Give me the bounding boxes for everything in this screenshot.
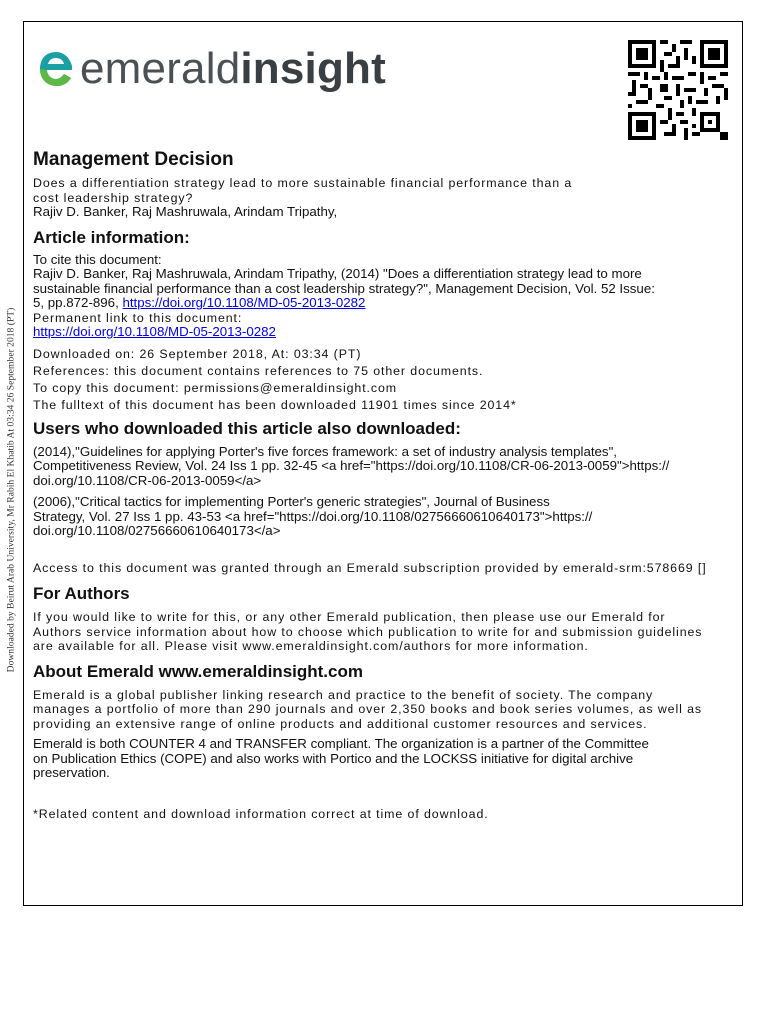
citation-doi-link[interactable]: https://doi.org/10.1108/MD-05-2013-0282 [122,295,366,310]
cite-label: To cite this document: [33,251,162,267]
about-emerald-heading: About Emerald www.emeraldinsight.com [33,661,363,681]
document-body [33,148,739,821]
cover-page [23,21,743,906]
emerald-header [38,40,598,100]
related-item [33,445,739,489]
wordmark-emerald: emerald [80,44,241,93]
downloaded-on: Downloaded on: 26 September 2018, At: 03:34 (PT) [33,346,362,361]
qr-code-icon [628,40,728,140]
related-item-line: Competitiveness Review, Vol. 24 Iss 1 pp. 32-45 <a href="https://doi.org/10.1108/CR-06-2013-0059">https:// [33,458,670,473]
for-authors-line: If you would like to write for this, or any other Emerald publication, then please use our Emerald for [33,610,666,624]
article-title-line: Does a differentiation strategy lead to more sustainable financial performance than a [33,176,573,190]
emerald-wordmark [80,40,386,98]
article-title-line: cost leadership strategy? [33,190,194,205]
for-authors-heading: For Authors [33,584,130,603]
article-authors: Rajiv D. Banker, Raj Mashruwala, Arindam Tripathy, [33,204,338,219]
journal-title: Management Decision [33,149,234,170]
about-line: providing an extensive range of online products and additional customer resources and services. [33,716,648,731]
citation-pages: 5, pp.872-896, [33,295,123,310]
related-item [33,495,739,539]
about-line: preservation. [33,765,110,780]
download-sidebar [0,0,22,1024]
about-line: on Publication Ethics (COPE) and also works with Portico and the LOCKSS initiative for digital archive [33,750,634,766]
related-item-line: (2006),"Critical tactics for implementing Porter's generic strategies", Journal of Business [33,494,550,509]
emerald-logo-icon [38,50,74,88]
related-item-line: Strategy, Vol. 27 Iss 1 pp. 43-53 <a href="https://doi.org/10.1108/02756660610640173">https:// [33,508,593,524]
citation-line: Rajiv D. Banker, Raj Mashruwala, Arindam Tripathy, (2014) "Does a differentiation strategy lead to more [33,266,642,281]
permanent-link-label: Permanent link to this document: [33,310,243,325]
access-notice: Access to this document was granted through an Emerald subscription provided by emerald-srm:578669 [] [33,560,707,575]
about-line: manages a portfolio of more than 290 journals and over 2,350 books and book series volumes, as well as [33,702,702,716]
for-authors-line: are available for all. Please visit www.emeraldinsight.com/authors for more information. [33,639,589,653]
related-item-line: doi.org/10.1108/CR-06-2013-0059</a> [33,472,262,488]
references-count: References: this document contains references to 75 other documents. [33,363,484,378]
footnote: *Related content and download information correct at time of download. [33,806,489,821]
for-authors-line: Authors service information about how to choose which publication to write for and submission guidelines [33,624,703,639]
also-downloaded-heading: Users who downloaded this article also downloaded: [33,418,461,438]
wordmark-insight: insight [240,44,386,93]
copy-permissions: To copy this document: permissions@emeraldinsight.com [33,380,397,395]
citation-line: sustainable financial performance than a cost leadership strategy?", Management Decision, Vol. 52 Issue: [33,280,655,296]
related-item-line: doi.org/10.1108/02756660610640173</a> [33,523,281,538]
article-information-heading: Article information: [33,227,190,247]
about-line: Emerald is a global publisher linking research and practice to the benefit of society. The company [33,687,654,702]
download-notice: Downloaded by Beirut Arab University, Mr Rabih El Khatib At 03:34 26 September 2018 (PT) [5,307,17,673]
fulltext-downloads: The fulltext of this document has been downloaded 11901 times since 2014* [33,397,517,412]
related-item-line: (2014),"Guidelines for applying Porter's five forces framework: a set of industry analysis templates", [33,443,617,459]
citation-line [33,296,739,311]
about-line: Emerald is both COUNTER 4 and TRANSFER compliant. The organization is a partner of the Committee [33,736,649,751]
permanent-link[interactable]: https://doi.org/10.1108/MD-05-2013-0282 [33,324,276,339]
